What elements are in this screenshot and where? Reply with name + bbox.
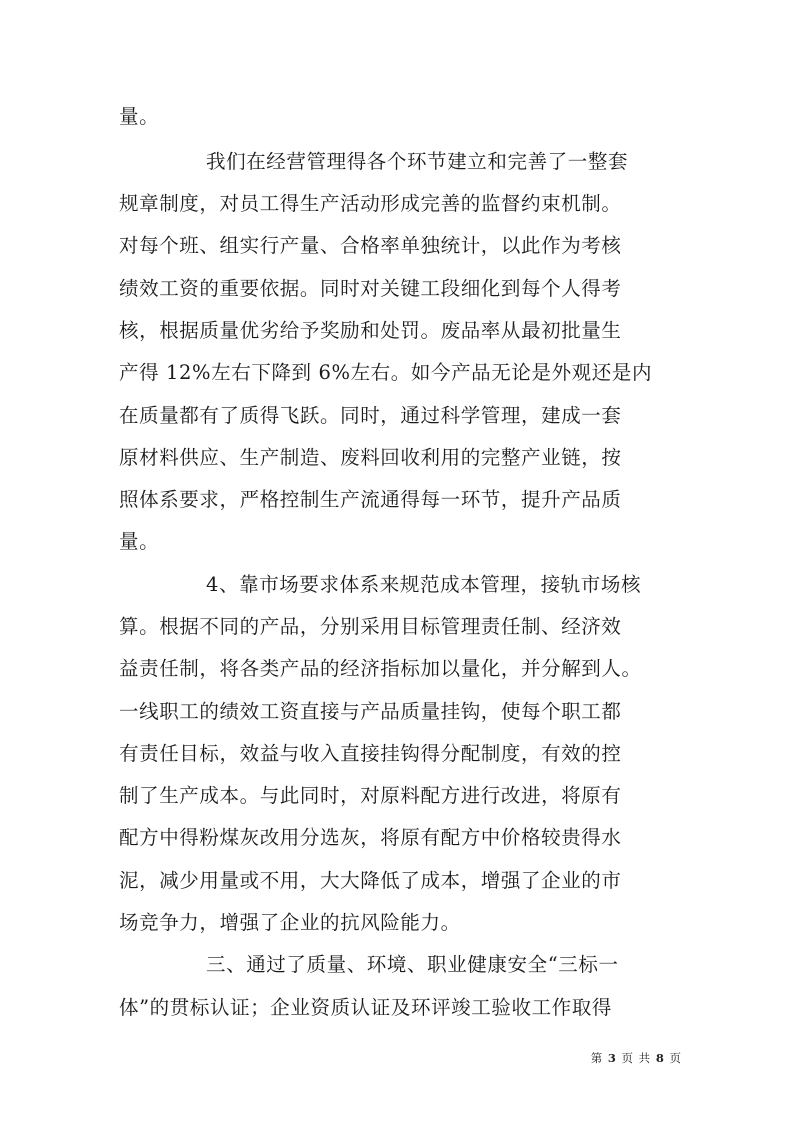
paragraph-start-line: 三、通过了质量、环境、职业健康安全“三标一 [206, 953, 619, 976]
text-line: 体”的贯标认证；企业资质认证及环评竣工验收工作取得 [119, 996, 612, 1019]
text-line: 配方中得粉煤灰改用分选灰，将原有配方中价格较贵得水 [119, 826, 622, 849]
text-line: 量。 [119, 530, 160, 553]
text-line: 泥，减少用量或不用，大大降低了成本，增强了企业的市 [119, 869, 622, 892]
text-line: 有责任目标，效益与收入直接挂钩得分配制度，有效的控 [119, 742, 622, 765]
text-line: 照体系要求，严格控制生产流通得每一环节，提升产品质 [119, 488, 622, 511]
text-line: 规章制度，对员工得生产活动形成完善的监督约束机制。 [119, 192, 622, 215]
footer-prefix: 第 [590, 1051, 604, 1065]
text-line: 对每个班、组实行产量、合格率单独统计，以此作为考核 [119, 234, 622, 257]
footer-suffix: 页 [669, 1051, 682, 1065]
paragraph-start-line: 我们在经营管理得各个环节建立和完善了一整套 [206, 150, 629, 173]
text-line: 原材料供应、生产制造、废料回收利用的完整产业链，按 [119, 446, 622, 469]
page-footer [591, 1051, 682, 1065]
text-line: 在质量都有了质得飞跃。同时，通过科学管理，建成一套 [119, 404, 622, 427]
current-page-number: 3 [607, 1051, 617, 1065]
text-line: 算。根据不同的产品，分别采用目标管理责任制、经济效 [119, 615, 622, 638]
paragraph-start-line: 4、靠市场要求体系来规范成本管理，接轨市场核 [206, 573, 642, 596]
text-line: 绩效工资的重要依据。同时对关键工段细化到每个人得考 [119, 277, 622, 300]
text-line: 核，根据质量优劣给予奖励和处罚。废品率从最初批量生 [119, 319, 622, 342]
text-line: 场竞争力，增强了企业的抗风险能力。 [119, 911, 461, 934]
text-line: 益责任制，将各类产品的经济指标加以量化，并分解到人。 [119, 657, 642, 680]
text-line: 产得 12%左右下降到 6%左右。如今产品无论是外观还是内 [119, 361, 653, 384]
total-pages-number: 8 [655, 1051, 665, 1065]
text-line: 制了生产成本。与此同时，对原料配方进行改进，将原有 [119, 784, 622, 807]
footer-middle: 页 共 [621, 1051, 652, 1065]
text-line: 量。 [119, 105, 160, 128]
text-line: 一线职工的绩效工资直接与产品质量挂钩，使每个职工都 [119, 700, 622, 723]
